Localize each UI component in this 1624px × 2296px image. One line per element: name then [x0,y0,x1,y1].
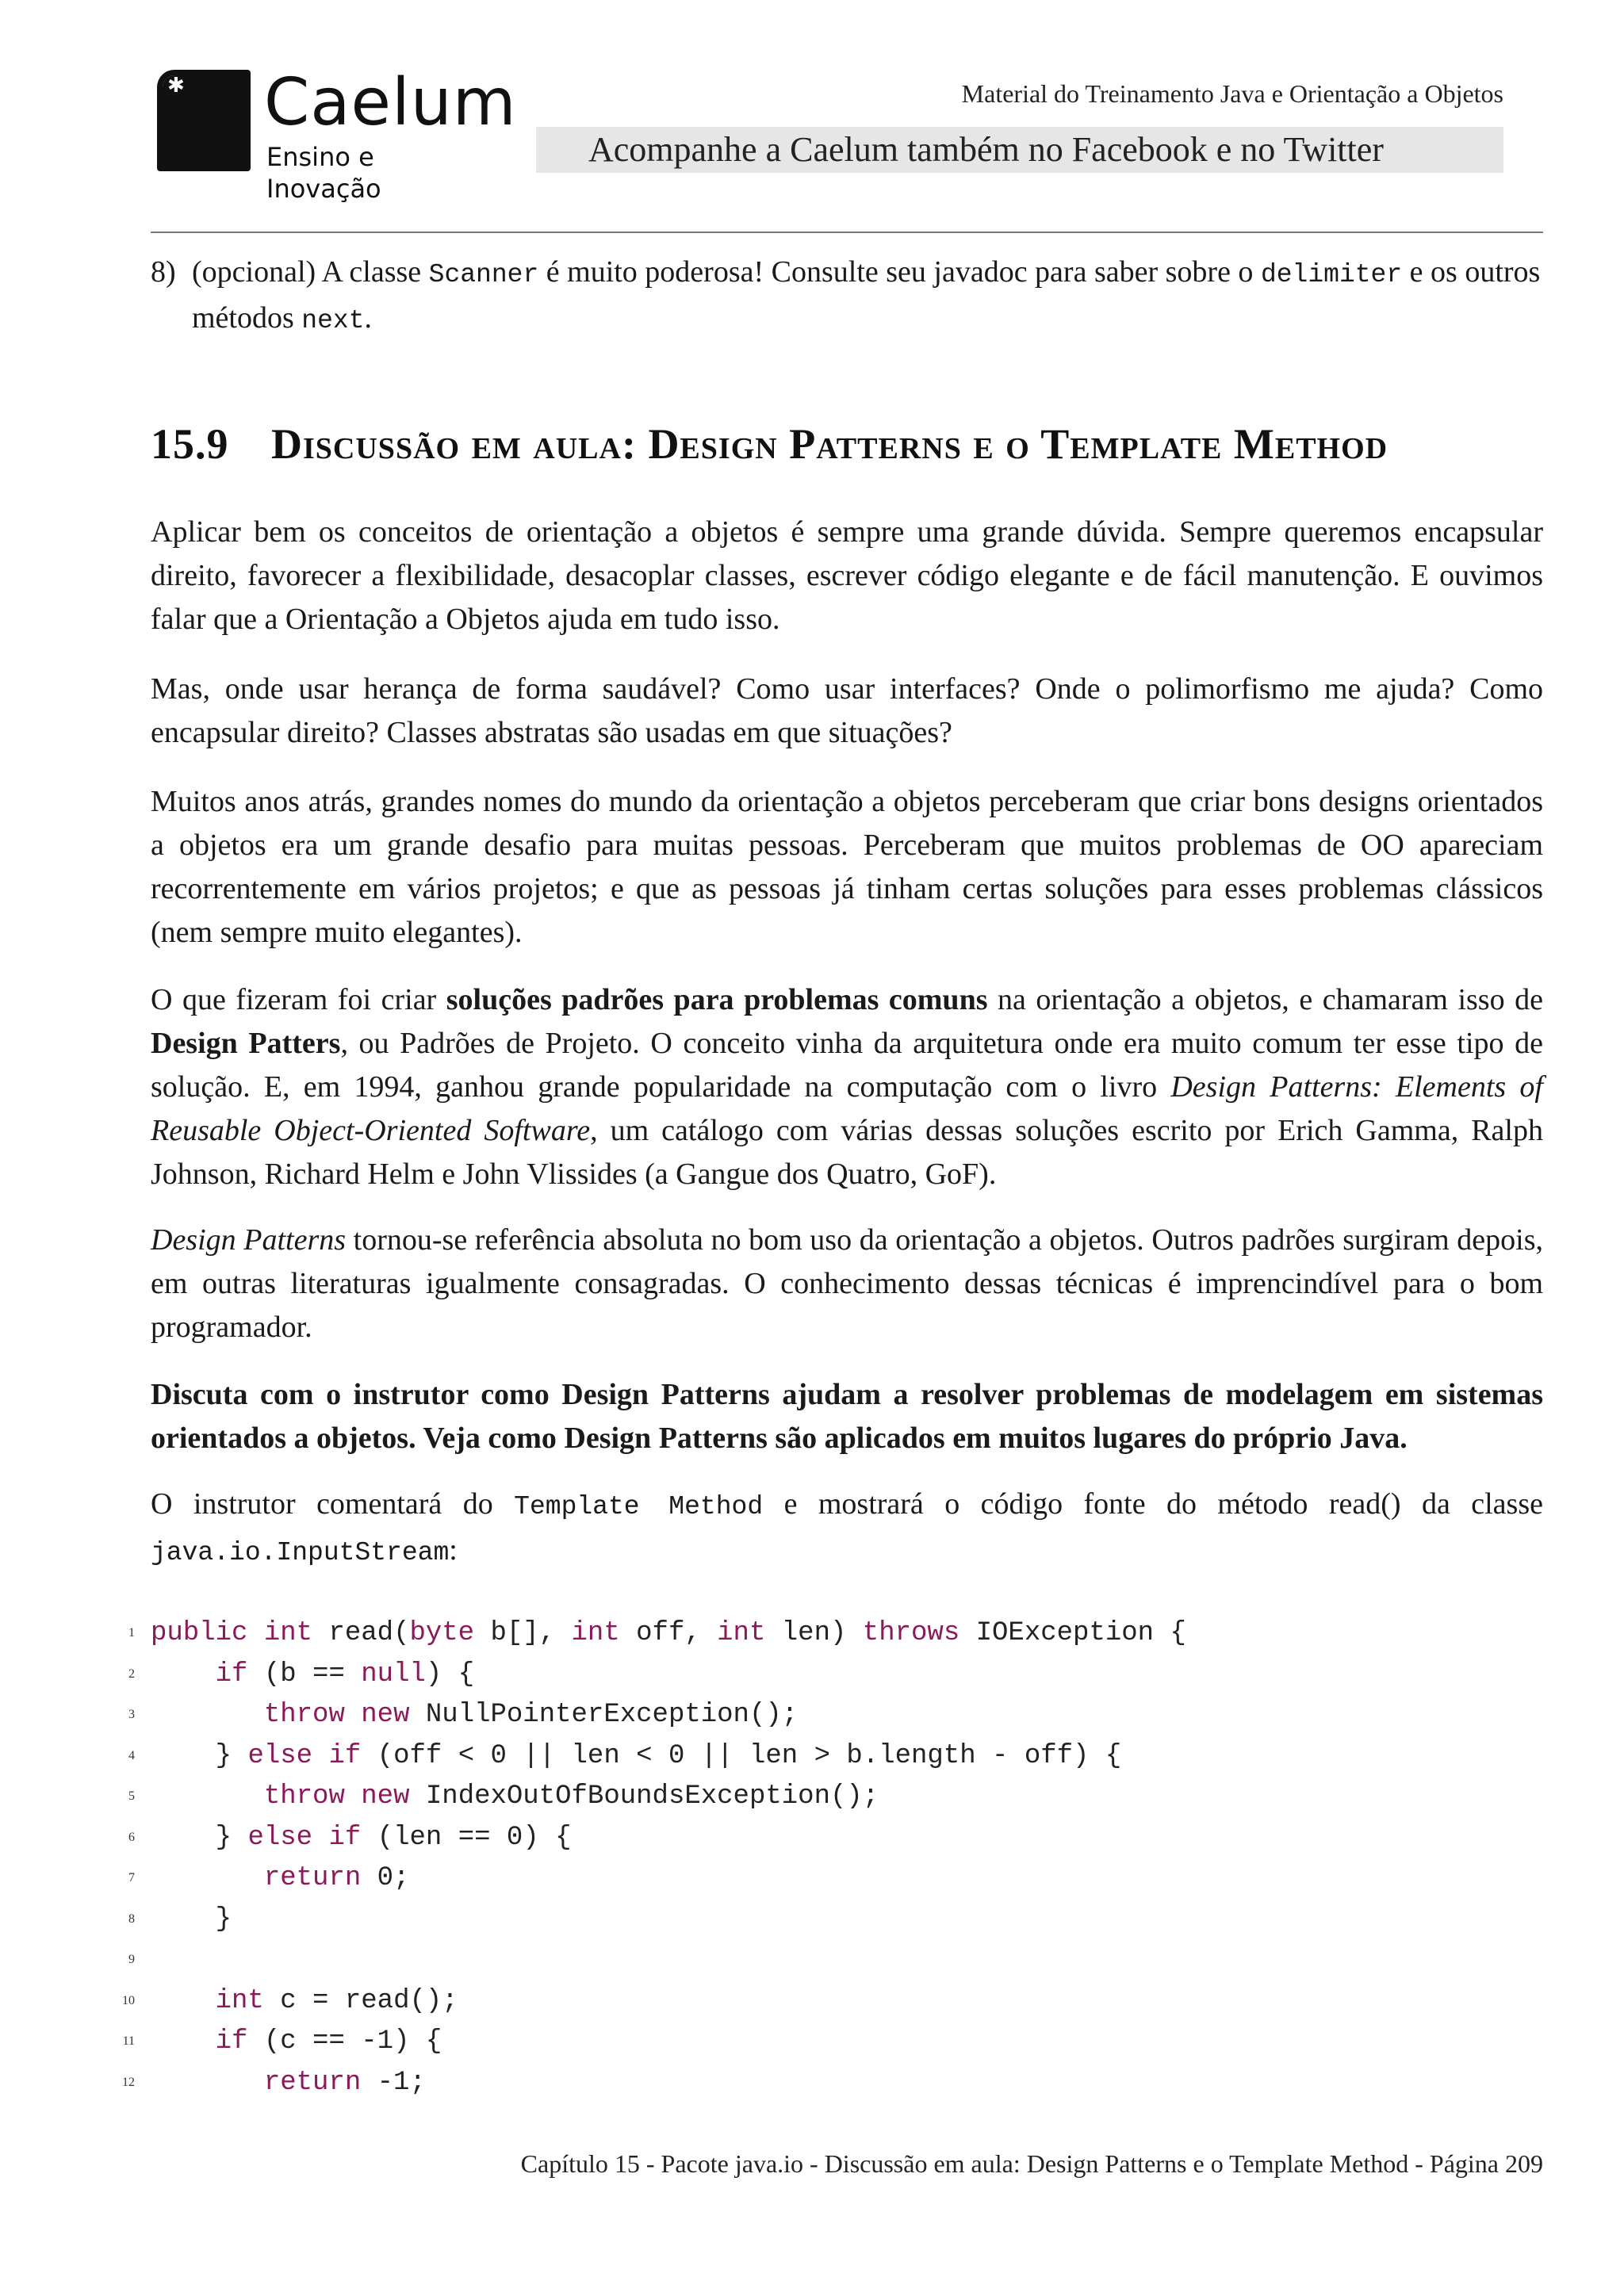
code-text [151,1700,798,1730]
code-token: -1; [361,2067,426,2098]
line-number: 3 [128,1708,135,1721]
code-text [151,2026,442,2057]
code-token: 0; [361,1863,410,1893]
line-number: 4 [128,1748,135,1762]
line-number: 5 [128,1789,135,1803]
code-token: (len == 0) { [361,1822,572,1853]
p4-text-e: , ou Padrões de Projeto. O conceito vinha da arquitetura onde era muito comum ter esse tipo de solução. E, em 1994, ganhou grande popularidade na computação com o livro [151,1027,1543,1104]
code-text [151,1986,458,2016]
p7-text-e: : [449,1533,458,1567]
item8-text-3: e os outros métodos [192,255,1541,335]
code-keyword: int [571,1618,620,1648]
p4-bold-design-patters: Design Patters [151,1027,341,1060]
code-template-method: Template Method [514,1492,764,1521]
code-text [151,1618,1186,1648]
code-scanner: Scanner [428,260,539,289]
code-keyword: if [328,1822,362,1853]
code-line [128,1694,799,1735]
code-token: ) { [425,1659,475,1689]
code-keyword: if [215,1659,248,1689]
code-line [128,1735,1122,1777]
code-keyword: byte [409,1618,475,1648]
code-keyword: return [263,1863,362,1893]
code-text [151,1741,1121,1771]
code-inputstream: java.io.InputStream [151,1538,450,1567]
paragraph-1: Aplicar bem os conceitos de orientação a objetos é sempre uma grande dúvida. Sempre queremos encapsular direito, favorecer a flexibilidade, desacoplar classes, escrever código elegante e de fácil manutenção. E ouvimos falar que a Orientação a Objetos ajuda em tudo isso. [151,515,1543,636]
code-line [128,1776,879,1817]
p4-text-c: na orientação a objetos, e chamaram isso de [987,983,1543,1016]
line-number: 2 [128,1667,135,1681]
paragraph-2: Mas, onde usar herança de forma saudável? Como usar interfaces? Onde o polimorfismo me ajuda? Como encapsular direito? Classes abstratas são usadas em que situações? [151,672,1543,749]
code-text [151,1659,474,1689]
code-token: IndexOutOfBoundsException(); [409,1781,879,1812]
code-line [128,1817,572,1858]
page-footer: Capítulo 15 - Pacote java.io - Discussão em aula: Design Patterns e o Template Method - Página 209 [520,2149,1543,2178]
code-token: } [215,1740,248,1771]
code-keyword: new [361,1700,410,1730]
logo-name: Caelum [264,65,517,140]
code-token [312,1823,328,1853]
line-number: 1 [128,1626,135,1640]
paragraph-3: Muitos anos atrás, grandes nomes do mundo da orientação a objetos perceberam que criar bons designs orientados a objetos era um grande desafio para muitas pessoas. Perceberam que muitos problemas de OO apareciam recorrentemente em vários projetos; e que as pessoas já tinham certas soluções para esses problemas clássicos (nem sempre muito elegantes). [151,785,1543,949]
code-delimiter: delimiter [1260,260,1403,289]
code-text [151,1823,572,1853]
code-line [128,1899,232,1940]
code-token: c = read(); [263,1985,458,2016]
code-keyword: throw [263,1781,345,1812]
code-text [151,1904,232,1934]
code-keyword: else [247,1740,313,1771]
code-keyword: return [263,2067,362,2098]
paragraph-6: Discuta com o instrutor como Design Patterns ajudam a resolver problemas de modelagem em sistemas orientados a objetos. Veja como Design Patterns são aplicados em muitos lugares do próprio Java. [151,1378,1543,1455]
code-token: } [215,1822,248,1853]
code-keyword: throw [263,1700,345,1730]
section-number: 15.9 [151,420,229,468]
code-keyword: int [263,1618,313,1648]
p4-text-a: O que fizeram foi criar [151,983,446,1016]
code-token: len) [765,1618,863,1648]
paragraph-4 [151,978,1543,1196]
p5-italic-design-patterns: Design Patterns [151,1223,347,1257]
code-line [128,1613,1186,1654]
code-keyword: throws [862,1618,960,1648]
list-item-number: 8) [151,255,176,289]
code-keyword: null [361,1659,426,1689]
p7-text-a: O instrutor comentará do [151,1487,515,1521]
code-keyword: public [151,1618,248,1648]
line-number: 9 [128,1953,135,1966]
code-keyword: int [717,1618,766,1648]
p4-text-g: , um catálogo com várias dessas soluções escrito por Erich Gamma, Ralph Johnson, Richard Helm e John Vlissides (a Gangue dos Quatro, GoF). [151,1114,1543,1191]
line-number: 8 [128,1911,135,1926]
p4-bold-solutions: soluções padrões para problemas comuns [446,983,988,1016]
header-material: Material do Treinamento Java e Orientação a Objetos [961,79,1503,108]
header-social-bar [536,127,1503,173]
code-text [151,1863,409,1893]
code-keyword: else [247,1822,313,1853]
code-token [247,1618,263,1648]
code-line [128,1654,475,1695]
code-token [345,1781,361,1812]
p4-book-title: Design Patterns: Elements of Reusable Object-Oriented Software [151,1070,1543,1147]
code-next: next [301,306,365,335]
code-token: (b == [247,1659,362,1689]
code-token: read( [312,1618,410,1648]
line-number: 11 [122,2034,135,2048]
code-text [151,2068,426,2098]
header-rule [151,232,1543,233]
code-line [122,2021,442,2062]
code-token: IOException { [959,1618,1186,1648]
paragraph-7 [151,1483,1543,1575]
code-line [122,1980,458,2022]
p7-text-c: e mostrará o código fonte do método read() da classe [763,1487,1543,1521]
item8-text-4: . [364,301,372,335]
code-token: NullPointerException(); [409,1700,799,1730]
caelum-logo-mark [157,70,251,171]
code-line [122,2062,426,2103]
code-keyword: new [361,1781,410,1812]
code-token [312,1741,328,1771]
line-number: 10 [122,1993,135,2007]
logo-tagline: Ensino e Inovação [266,142,381,204]
star-icon: ✱ [167,74,185,98]
code-keyword: int [215,1985,264,2016]
header-social-text: Acompanhe a Caelum também no Facebook e no Twitter [588,130,1384,169]
section-title: Discussão em aula: Design Patterns e o Template Method [271,420,1388,468]
item8-text-1: (opcional) A classe [192,255,429,289]
code-token: (off < 0 || len < 0 || len > b.length - off) { [361,1740,1122,1771]
line-number: 6 [128,1830,135,1844]
p5-text-b: tornou-se referência absoluta no bom uso da orientação a objetos. Outros padrões surgiram depois, em outras literaturas igualmente consagradas. O conhecimento dessas técnicas é imprencindível para o bom programador. [151,1223,1543,1344]
code-keyword: if [215,2026,248,2057]
code-line [128,1858,410,1899]
line-number: 12 [122,2075,135,2089]
line-number: 7 [128,1871,135,1885]
code-token: (c == -1) { [247,2026,442,2057]
list-item-body [192,251,1543,342]
code-token: off, [619,1618,718,1648]
code-token [345,1700,361,1730]
code-token: } [215,1904,232,1934]
item8-text-2: é muito poderosa! Consulte seu javadoc para saber sobre o [538,255,1261,289]
code-keyword: if [328,1740,362,1771]
code-token: b[], [474,1618,572,1648]
paragraph-5 [151,1219,1543,1349]
code-text [151,1781,879,1812]
caelum-logo [157,65,517,204]
